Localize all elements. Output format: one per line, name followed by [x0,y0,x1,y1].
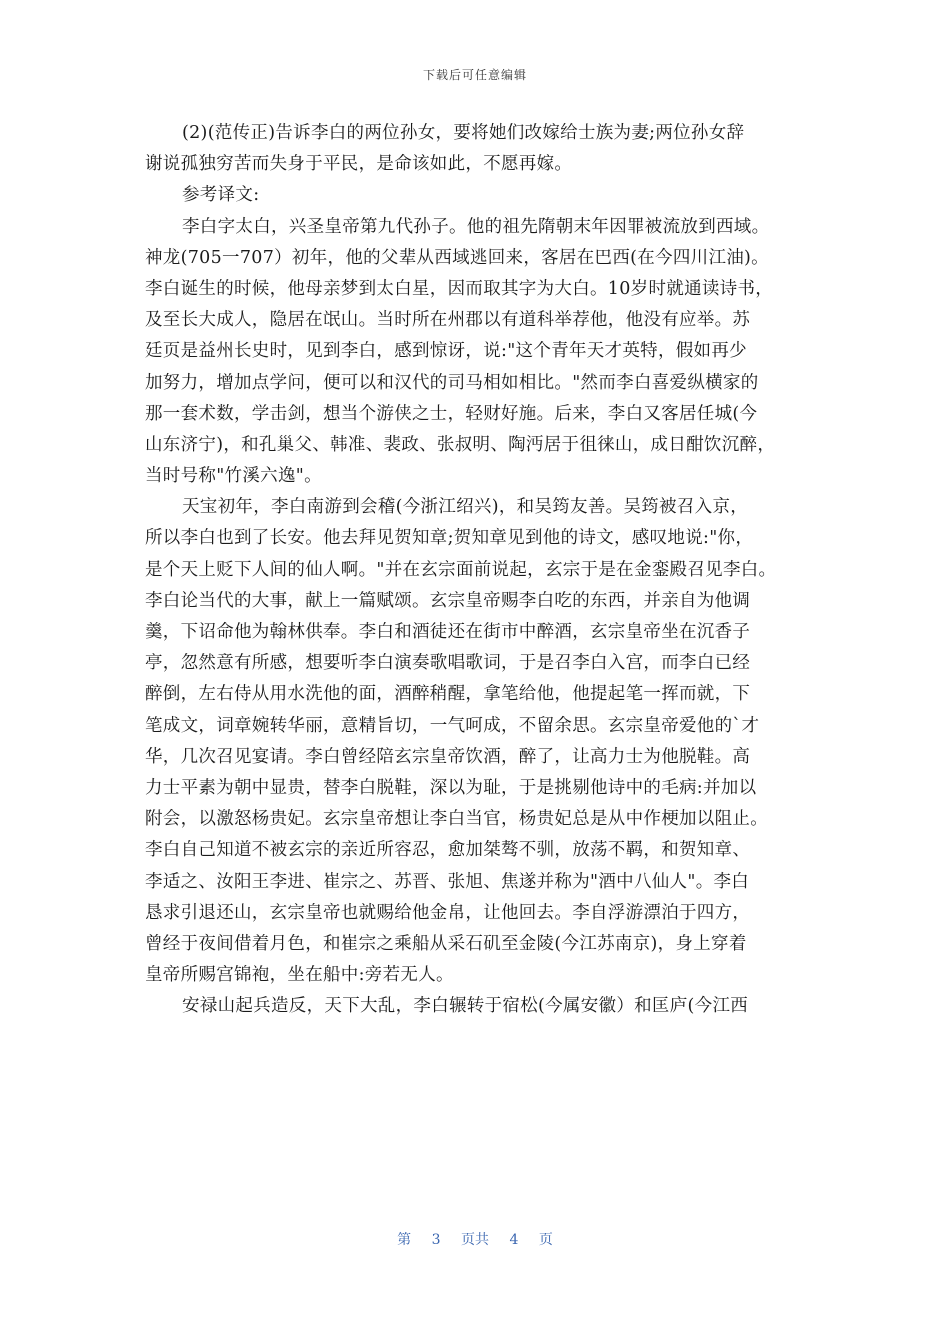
footer-suffix: 页 [538,1232,553,1248]
footer-middle: 页共 [461,1232,489,1248]
text-line: 加努力，增加点学问，便可以和汉代的司马相如相比。"然而李白喜爱纵横家的 [145,372,759,393]
text-line: 李白字太白，兴圣皇帝第九代孙子。他的祖先隋朝末年因罪被流放到西域。 [182,216,770,237]
footer-current-page: 3 [431,1232,441,1248]
text-line: (2)(范传正)告诉李白的两位孙女，要将她们改嫁给士族为妻;两位孙女辞 [182,123,745,143]
text-line: 曾经于夜间借着月色，和崔宗之乘船从采石矶至金陵(今江苏南京)，身上穿着 [145,933,747,954]
text-line: 李白自己知道不被玄宗的亲近所容忍，愈加桀骜不驯，放荡不羁，和贺知章、 [145,840,751,861]
page-header: 下载后可任意编辑 [422,68,527,82]
text-line: 天宝初年，李白南游到会稽(今浙江绍兴)，和吴筠友善。吴筠被召入京， [182,497,749,518]
text-line: 恳求引退还山，玄宗皇帝也就赐给他金帛，让他回去。李自浮游漂泊于四方， [145,902,751,923]
text-line: 参考译文: [182,185,260,206]
text-line: 笔成文，词章婉转华丽，意精旨切，一气呵成，不留余思。玄宗皇帝爱他的`才 [145,715,760,736]
text-line: 李适之、汝阳王李进、崔宗之、苏晋、张旭、焦遂并称为"酒中八仙人"。李白 [145,871,750,892]
page-footer [0,1229,950,1249]
text-line: 李白诞生的时候，他母亲梦到太白星，因而取其字为大白。10岁时就通读诗书， [145,278,774,299]
text-line: 皇帝所赐宫锦袍，坐在船中:旁若无人。 [145,965,454,986]
footer-total-pages: 4 [509,1232,519,1248]
document-body [145,118,815,1022]
text-line: 安禄山起兵造反，天下大乱，李白辗转于宿松(今属安徽）和匡庐(今江西 [182,996,749,1017]
text-line: 山东济宁)，和孔巢父、韩准、裴政、张叔明、陶沔居于徂徕山，成日酣饮沉醉， [145,434,776,455]
text-line: 力士平素为朝中显贵，替李白脱鞋，深以为耻，于是挑剔他诗中的毛病:并加以 [145,777,757,798]
text-line: 当时号称"竹溪六逸"。 [145,466,322,487]
text-line: 附会，以激怒杨贵妃。玄宗皇帝想让李白当官，杨贵妃总是从中作梗加以阻止。 [145,809,768,830]
text-line: 李白论当代的大事，献上一篇赋颂。玄宗皇帝赐李白吃的东西，并亲自为他调 [145,590,751,611]
text-line: 神龙(705一707）初年，他的父辈从西域逃回来，客居在巴西(在今四川江油)。 [145,247,769,268]
text-line: 是个天上贬下人间的仙人啊。"并在玄宗面前说起，玄宗于是在金銮殿召见李白。 [145,559,777,580]
text-line: 廷页是益州长史时，见到李白，感到惊讶，说:"这个青年天才英特，假如再少 [145,341,747,362]
footer-prefix: 第 [397,1232,412,1248]
text-line: 及至长大成人，隐居在氓山。当时所在州郡以有道科举荐他，他没有应举。苏 [145,310,751,331]
text-line: 羹，下诏命他为翰林供奉。李白和酒徒还在街市中醉酒，玄宗皇帝坐在沉香子 [145,622,751,642]
text-line: 华，几次召见宴请。李白曾经陪玄宗皇帝饮酒，醉了，让高力士为他脱鞋。高 [145,746,751,767]
text-line: 醉倒，左右侍从用水洗他的面，酒醉稍醒，拿笔给他，他提起笔一挥而就，下 [145,684,751,705]
text-line: 亭，忽然意有所感，想要听李白演奏歌唱歌词，于是召李白入宫，而李白已经 [145,653,751,674]
text-line: 所以李白也到了长安。他去拜见贺知章;贺知章见到他的诗文，感叹地说:"你， [145,528,754,549]
text-line: 那一套术数，学击剑，想当个游侠之士，轻财好施。后来，李白又客居任城(今 [145,403,758,424]
text-line: 谢说孤独穷苦而失身于平民，是命该如此，不愿再嫁。 [145,154,573,175]
